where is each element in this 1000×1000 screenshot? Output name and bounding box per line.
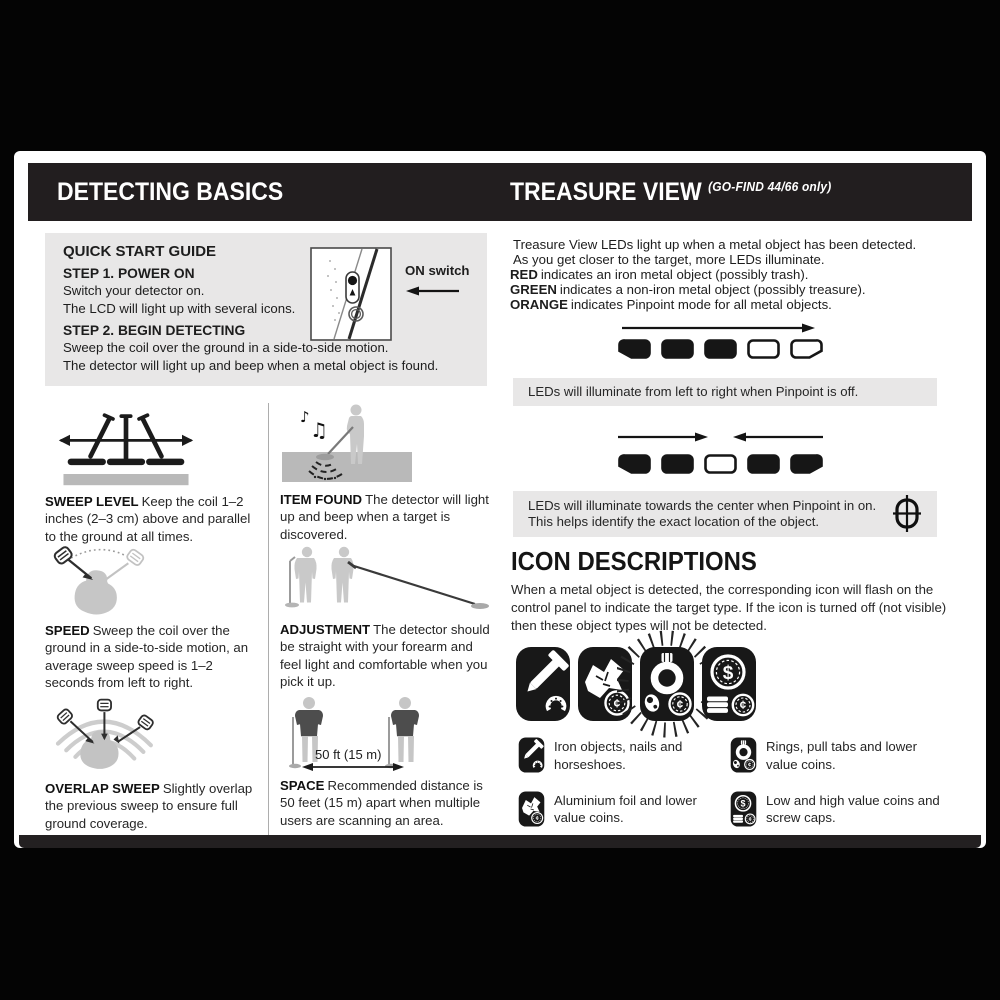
section-header-bar bbox=[28, 163, 972, 221]
rings-icon bbox=[730, 737, 757, 773]
step2-line: Sweep the coil over the ground in a side-to-side motion. bbox=[63, 340, 389, 356]
speed-illustration bbox=[50, 543, 160, 617]
target-icons-row bbox=[515, 646, 757, 722]
coins-icon bbox=[701, 646, 757, 722]
led-indicator bbox=[661, 454, 694, 474]
rings-icon-flashing bbox=[639, 646, 695, 722]
space-distance-label: 50 ft (15 m) bbox=[315, 747, 382, 762]
column-divider bbox=[268, 403, 269, 837]
speed-tip: SPEED Sweep the coil over the ground in a side-to-side motion, an average sweep speed is 1–2 seconds from left to right. bbox=[45, 623, 249, 690]
space-tip: SPACE Recommended distance is 50 feet (15 m) apart when multiple users are scanning an area. bbox=[280, 778, 483, 828]
icon-legend bbox=[518, 737, 962, 827]
led-indicator bbox=[618, 454, 651, 474]
icon-descriptions-title: ICON DESCRIPTIONS bbox=[511, 546, 757, 576]
led-indicator bbox=[704, 339, 737, 359]
quick-start-title: QUICK START GUIDE bbox=[63, 243, 217, 260]
pinpoint-on-note bbox=[513, 491, 937, 537]
legend-item-iron: Iron objects, nails and horseshoes. bbox=[518, 737, 730, 774]
led-indicator bbox=[790, 339, 823, 359]
overlap-sweep-tip: OVERLAP SWEEP Slightly overlap the previous sweep to ensure full ground coverage. bbox=[45, 781, 253, 831]
step1-line: The LCD will light up with several icons. bbox=[63, 300, 296, 316]
left-arrow-icon bbox=[405, 285, 461, 297]
sweep-level-tip: SWEEP LEVEL Keep the coil 1–2 inches (2–3 cm) above and parallel to the ground at all times. bbox=[45, 494, 251, 544]
foil-icon bbox=[518, 791, 545, 827]
step2-title: STEP 2. BEGIN DETECTING bbox=[63, 323, 246, 339]
iron-objects-icon bbox=[518, 737, 545, 773]
led-indicator bbox=[747, 339, 780, 359]
manual-page bbox=[14, 151, 986, 848]
led-indicator bbox=[747, 454, 780, 474]
on-switch-illustration bbox=[310, 247, 392, 341]
quick-start-guide-panel bbox=[45, 233, 487, 386]
svg-text:♪: ♪ bbox=[300, 408, 310, 426]
iron-objects-icon bbox=[515, 646, 571, 722]
foil-icon bbox=[577, 646, 633, 722]
led-indicator bbox=[790, 454, 823, 474]
right-arrow-icon bbox=[620, 322, 816, 334]
pinpoint-crosshair-icon bbox=[891, 495, 923, 532]
page-title-treasure-view: TREASURE VIEW $^{(GO-FIND 44/66 only)}$ bbox=[510, 178, 832, 206]
converging-arrows-icon bbox=[618, 431, 823, 443]
treasure-view-intro: Treasure View LEDs light up when a metal object has been detected. As you get closer to the target, more LEDs illuminate. RED indicates an iron metal object (possibly trash). GREEN indicates a non-iron metal object (possibly treasure). ORANGE indicates Pinpoint mode for all metal objects. bbox=[510, 237, 917, 313]
pinpoint-off-note: LEDs will illuminate from left to right when Pinpoint is off. bbox=[513, 378, 937, 406]
led-indicator bbox=[618, 339, 651, 359]
page-footer-bar bbox=[19, 835, 981, 848]
adjustment-illustration bbox=[282, 545, 494, 613]
step2-line: The detector will light up and beep when a metal object is found. bbox=[63, 358, 439, 374]
icon-descriptions-intro: When a metal object is detected, the corresponding icon will flash on the control panel to indicate the target type. If the icon is turned off (not visible) then these object types will not be detected. bbox=[511, 582, 947, 633]
led-row-pinpoint-off bbox=[618, 339, 823, 359]
legend-item-rings: Rings, pull tabs and lower value coins. bbox=[730, 737, 962, 774]
item-found-tip: ITEM FOUND The detector will light up and beep when a target is discovered. bbox=[280, 492, 489, 542]
sweep-level-illustration bbox=[56, 403, 196, 489]
legend-item-coins: Low and high value coins and screw caps. bbox=[730, 791, 962, 828]
legend-item-foil: Aluminium foil and lower value coins. bbox=[518, 791, 730, 828]
coins-icon bbox=[730, 791, 757, 827]
on-switch-label: ON switch bbox=[405, 263, 470, 278]
svg-text:♫: ♫ bbox=[310, 418, 328, 442]
overlap-sweep-illustration bbox=[48, 688, 160, 776]
led-indicator bbox=[661, 339, 694, 359]
page-title-detecting-basics: DETECTING BASICS bbox=[57, 178, 284, 206]
pinpoint-on-note-line2: This helps identify the exact location of the object. bbox=[528, 514, 820, 529]
led-indicator bbox=[704, 454, 737, 474]
pinpoint-on-note-line1: LEDs will illuminate towards the center when Pinpoint in on. bbox=[528, 498, 877, 513]
item-found-illustration bbox=[282, 400, 417, 485]
model-note: (GO-FIND 44/66 only) bbox=[708, 179, 832, 194]
step1-title: STEP 1. POWER ON bbox=[63, 266, 195, 281]
adjustment-tip: ADJUSTMENT The detector should be straight with your forearm and feel light and comfortable when you pick it up. bbox=[280, 622, 490, 689]
step1-line: Switch your detector on. bbox=[63, 283, 205, 298]
led-row-pinpoint-on bbox=[618, 454, 823, 474]
